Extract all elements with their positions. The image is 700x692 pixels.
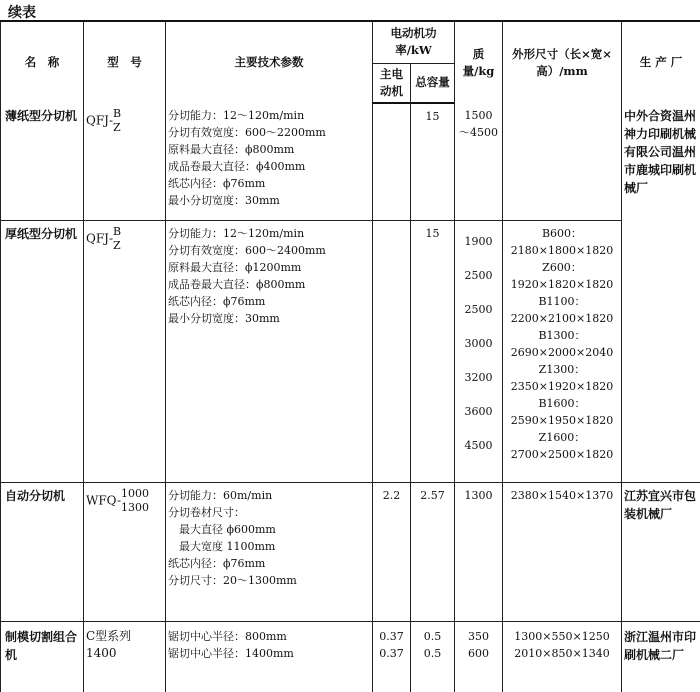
header-name: 名 称: [1, 21, 84, 103]
power-value: 0.5: [413, 628, 452, 645]
table-caption: 续表: [8, 2, 36, 22]
param-line: 分切能力：60m/min: [168, 487, 370, 504]
param-line: 锯切中心半径：800mm: [168, 628, 370, 645]
mass-value: 1900: [457, 225, 500, 259]
power-value: 0.5: [413, 645, 452, 662]
mass-value: ～4500: [457, 124, 500, 141]
row-model: [84, 483, 166, 622]
dim-value: 2690×2000×2040: [505, 344, 619, 361]
row-maker: 江苏宜兴市包装机械厂: [622, 483, 700, 622]
dim-value: 2700×2500×1820: [505, 446, 619, 463]
row-power-main: [373, 221, 411, 483]
param-line: 纸芯内径：ϕ76mm: [168, 555, 370, 572]
param-line: 成品卷最大直径：ϕ800mm: [168, 276, 370, 293]
row-dims: [503, 622, 622, 692]
row-power-total: [411, 622, 455, 692]
param-line: 纸芯内径：ϕ76mm: [168, 293, 370, 310]
dim-value: 2380×1540×1370: [505, 487, 619, 504]
row-model: [84, 103, 166, 221]
mass-value: 3200: [457, 361, 500, 395]
dim-value: 2200×2100×1820: [505, 310, 619, 327]
dim-value: 1920×1820×1820: [505, 276, 619, 293]
model-base: C型系列: [86, 628, 163, 645]
model-bottom: Z: [113, 239, 121, 253]
table-row: [1, 103, 700, 221]
header-params: 主要技术参数: [166, 21, 373, 103]
model-top: B: [113, 225, 121, 239]
row-mass: [455, 221, 503, 483]
mass-value: 1500: [457, 107, 500, 124]
model-top: B: [113, 107, 121, 121]
model-bottom: Z: [113, 121, 121, 135]
row-power-main: [373, 103, 411, 221]
power-value: 0.37: [375, 628, 408, 645]
power-value: 0.37: [375, 645, 408, 662]
header-power-total: 总容量: [411, 63, 455, 103]
row-dims: [503, 483, 622, 622]
row-power-total: 15: [411, 221, 455, 483]
mass-value: 350: [457, 628, 500, 645]
row-params: [166, 221, 373, 483]
mass-value: 3600: [457, 395, 500, 429]
param-line: 分切能力：12～120m/min: [168, 107, 370, 124]
param-line: 锯切中心半径：1400mm: [168, 645, 370, 662]
row-model: [84, 221, 166, 483]
param-line: 分切尺寸：20～1300mm: [168, 572, 370, 589]
row-name: 薄纸型分切机: [1, 103, 84, 221]
param-line: 分切有效宽度：600～2400mm: [168, 242, 370, 259]
dim-model: B1100：: [505, 293, 619, 310]
row-params: [166, 483, 373, 622]
param-line: 分切有效宽度：600～2200mm: [168, 124, 370, 141]
header-dims: 外形尺寸（长×宽×高）/mm: [503, 21, 622, 103]
dim-model: B1300：: [505, 327, 619, 344]
equipment-table: [0, 20, 700, 692]
model-top: 1000: [121, 487, 149, 501]
dim-value: 1300×550×1250: [505, 628, 619, 645]
param-line: 最小分切宽度：30mm: [168, 192, 370, 209]
row-name: 制模切割组合机: [1, 622, 84, 692]
dim-model: Z600：: [505, 259, 619, 276]
header-power-main: 主电动机: [373, 63, 411, 103]
row-mass: [455, 622, 503, 692]
model-bottom: 1400: [86, 645, 163, 662]
param-line: 纸芯内径：ϕ76mm: [168, 175, 370, 192]
row-dims: [503, 221, 622, 483]
header-mass: 质量/kg: [455, 21, 503, 103]
table-row: [1, 221, 700, 483]
mass-value: 2500: [457, 259, 500, 293]
dim-model: Z1600：: [505, 429, 619, 446]
row-params: [166, 103, 373, 221]
model-bottom: 1300: [121, 501, 149, 515]
row-power-total: 2.57: [411, 483, 455, 622]
row-model: [84, 622, 166, 692]
row-params: [166, 622, 373, 692]
table-row: [1, 622, 700, 692]
row-maker: 中外合资温州神力印刷机械有限公司温州市鹿城印刷机械厂: [622, 103, 700, 483]
header-power: 电动机功率/kW: [373, 21, 455, 63]
param-line: 分切能力：12～120m/min: [168, 225, 370, 242]
dim-value: 2350×1920×1820: [505, 378, 619, 395]
table-row: [1, 483, 700, 622]
row-power-total: 15: [411, 103, 455, 221]
param-line: 最大直径 ϕ600mm: [168, 521, 370, 538]
row-maker: 浙江温州市印刷机械二厂: [622, 622, 700, 692]
header-model: 型 号: [84, 21, 166, 103]
row-dims: [503, 103, 622, 221]
param-line: 最小分切宽度：30mm: [168, 310, 370, 327]
row-name: 厚纸型分切机: [1, 221, 84, 483]
row-power-main: 2.2: [373, 483, 411, 622]
mass-value: 2500: [457, 293, 500, 327]
dim-value: 2010×850×1340: [505, 645, 619, 662]
dim-model: B600：: [505, 225, 619, 242]
mass-value: 4500: [457, 429, 500, 463]
model-base: WFQ-: [86, 494, 121, 508]
dim-value: 2590×1950×1820: [505, 412, 619, 429]
param-line: 成品卷最大直径：ϕ400mm: [168, 158, 370, 175]
model-base: QFJ-: [86, 232, 113, 246]
row-name: 自动分切机: [1, 483, 84, 622]
dim-model: B1600：: [505, 395, 619, 412]
row-mass: 1300: [455, 483, 503, 622]
row-mass: [455, 103, 503, 221]
mass-value: 600: [457, 645, 500, 662]
param-line: 原料最大直径：ϕ800mm: [168, 141, 370, 158]
param-line: 最大宽度 1100mm: [168, 538, 370, 555]
dim-value: 2180×1800×1820: [505, 242, 619, 259]
mass-value: 3000: [457, 327, 500, 361]
model-base: QFJ-: [86, 114, 113, 128]
dim-model: Z1300：: [505, 361, 619, 378]
param-line: 分切卷材尺寸：: [168, 504, 370, 521]
row-power-main: [373, 622, 411, 692]
header-maker: 生 产 厂: [622, 21, 700, 103]
param-line: 原料最大直径：ϕ1200mm: [168, 259, 370, 276]
